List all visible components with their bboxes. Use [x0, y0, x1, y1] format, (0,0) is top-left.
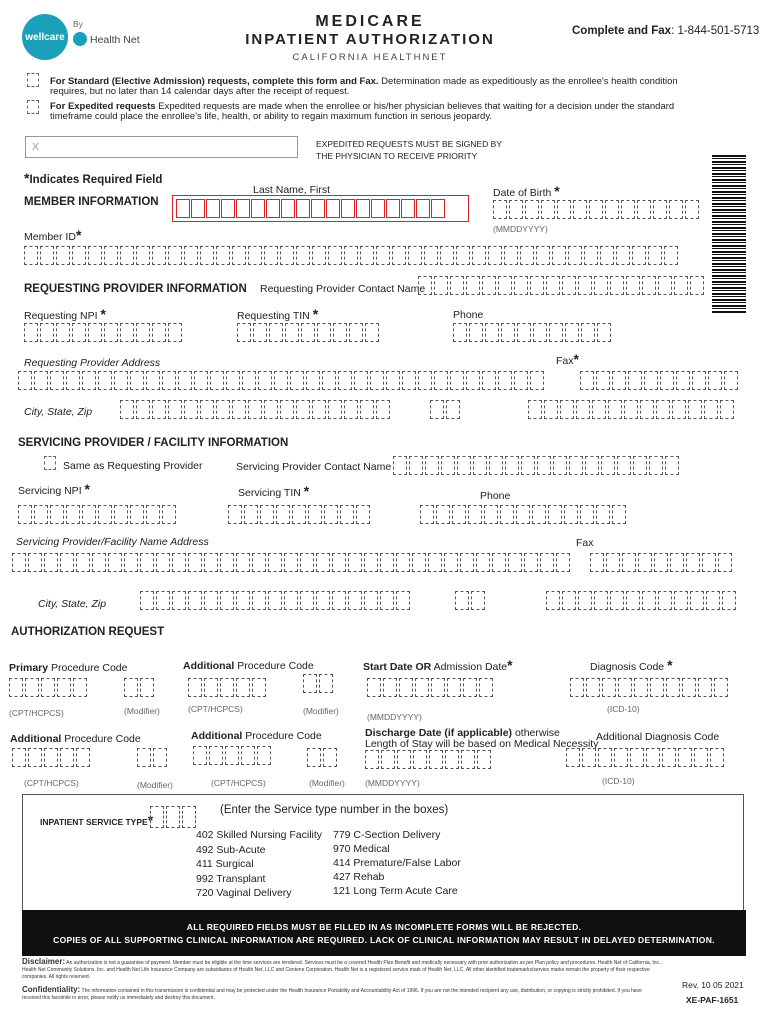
additional-modifier-field-1[interactable]	[303, 674, 333, 693]
servicing-fax-field[interactable]	[590, 553, 732, 572]
requesting-contact-label: Requesting Provider Contact Name	[260, 283, 426, 295]
servicing-city-field[interactable]	[140, 591, 410, 610]
title-line2: INPATIENT AUTHORIZATION	[245, 31, 495, 48]
requesting-state-field[interactable]	[430, 400, 460, 419]
servicing-npi-field[interactable]	[18, 505, 176, 524]
service-option: 402 Skilled Nursing Facility	[196, 829, 323, 841]
service-type-label: INPATIENT SERVICE TYPE*	[40, 812, 154, 828]
servicing-state-field[interactable]	[455, 591, 485, 610]
requesting-city-field[interactable]	[120, 400, 390, 419]
additional-modifier-field-2[interactable]	[137, 748, 167, 767]
fax-header: Complete and Fax: 1-844-501-5713	[572, 25, 760, 37]
modifier-caption-3: (Modifier)	[137, 780, 173, 790]
modifier-caption-2: (Modifier)	[303, 706, 339, 716]
wellcare-logo: wellcare	[22, 14, 68, 60]
service-option: 414 Premature/False Labor	[333, 857, 461, 869]
requesting-address-field[interactable]	[18, 371, 544, 390]
servicing-address-label: Servicing Provider/Facility Name Address	[16, 536, 209, 548]
member-section-title: MEMBER INFORMATION	[24, 196, 159, 208]
requesting-section-title: REQUESTING PROVIDER INFORMATION	[24, 283, 247, 295]
service-option: 411 Surgical	[196, 858, 254, 870]
standard-checkbox[interactable]	[27, 73, 39, 87]
healthnet-logo: Health Net	[90, 34, 140, 46]
logo-by: By	[73, 19, 83, 29]
additional-code-label-2: Additional Procedure Code	[10, 733, 141, 745]
dob-label: Date of Birth *	[493, 183, 560, 199]
additional-diagnosis-label: Additional Diagnosis Code	[596, 731, 720, 743]
additional-code-label-1: Additional Procedure Code	[183, 660, 314, 672]
additional-code-field-3[interactable]	[193, 746, 271, 765]
additional-diagnosis-field[interactable]	[566, 748, 724, 767]
discharge-date-format: (MMDDYYYY)	[365, 778, 420, 788]
icd-caption-1: (ICD-10)	[607, 704, 640, 714]
expedited-checkbox[interactable]	[27, 100, 39, 114]
service-type-instructions: (Enter the Service type number in the boxes)	[220, 804, 449, 816]
requesting-contact-field[interactable]	[418, 276, 704, 295]
requesting-fax-field[interactable]	[580, 371, 738, 390]
servicing-zip-field[interactable]	[546, 591, 736, 610]
servicing-section-title: SERVICING PROVIDER / FACILITY INFORMATION	[18, 437, 289, 449]
servicing-fax-label: Fax	[576, 537, 594, 549]
subtitle: CALIFORNIA HEALTHNET	[292, 52, 448, 63]
expedited-text: For Expedited requests Expedited requests are made when the enrollee or his/her physician believes that waiting for a decision under the standard timeframe could place the enrollee's life, health, or ability to regain maximum function in serious jeopardy.	[50, 101, 675, 122]
primary-code-label: Primary Procedure Code	[9, 662, 128, 674]
service-option: 427 Rehab	[333, 871, 385, 883]
service-type-list-1	[196, 828, 322, 901]
start-date-field[interactable]	[367, 678, 493, 697]
same-as-requesting-checkbox[interactable]	[44, 456, 56, 470]
signature-field[interactable]: X	[25, 136, 298, 158]
start-date-label: Start Date OR Admission Date*	[363, 657, 513, 673]
last-name-label: Last Name, First	[253, 184, 331, 196]
requesting-address-label: Requesting Provider Address	[24, 357, 161, 369]
confidentiality: Confidentiality: The information contained in this transmission is confidential and may be protected under the Health Insurance Portability and Accountability Act of 1996. If you are not the intended recipient any use, distribution, or copying is strictly prohibited. If you have received this facsimile in error, please notify us immediately and destroy this document.	[22, 985, 642, 1001]
additional-code-field-2[interactable]	[12, 748, 90, 767]
modifier-caption-4: (Modifier)	[309, 778, 345, 788]
start-date-format: (MMDDYYYY)	[367, 712, 422, 722]
requesting-npi-label: Requesting NPI *	[24, 306, 106, 322]
required-note: *Indicates Required Field	[24, 170, 163, 186]
service-type-list-2	[333, 828, 461, 898]
requesting-zip-field[interactable]	[528, 400, 734, 419]
servicing-contact-label: Servicing Provider Contact Name	[236, 461, 392, 473]
requesting-phone-label: Phone	[453, 309, 484, 321]
servicing-city-label: City, State, Zip	[38, 598, 107, 610]
servicing-npi-label: Servicing NPI *	[18, 481, 90, 497]
servicing-tin-field[interactable]	[228, 505, 370, 524]
revision-date: Rev. 10 05 2021	[682, 980, 744, 990]
dob-format: (MMDDYYYY)	[493, 224, 548, 234]
member-id-label: Member ID*	[24, 227, 82, 243]
title-line1: MEDICARE	[315, 13, 425, 30]
service-option: 779 C-Section Delivery	[333, 829, 441, 841]
requesting-tin-field[interactable]	[237, 323, 379, 342]
cpt-caption-3: (CPT/HCPCS)	[24, 778, 79, 788]
primary-code-field[interactable]	[9, 678, 87, 697]
servicing-phone-label: Phone	[480, 490, 511, 502]
primary-modifier-field[interactable]	[124, 678, 154, 697]
same-as-requesting-label: Same as Requesting Provider	[63, 460, 203, 472]
cpt-caption-1: (CPT/HCPCS)	[9, 708, 64, 718]
standard-text: For Standard (Elective Admission) requests, complete this form and Fax. Determination made as expeditiously as the enrollee's health condition requires, but no later than 14 calendar days after the receipt of request.	[50, 76, 678, 97]
requesting-phone-field[interactable]	[453, 323, 611, 342]
last-name-field[interactable]	[172, 195, 469, 222]
requesting-fax-label: Fax*	[556, 351, 579, 367]
additional-modifier-field-3[interactable]	[307, 748, 337, 767]
requesting-tin-label: Requesting TIN *	[237, 306, 319, 322]
barcode	[712, 155, 746, 313]
dob-field[interactable]	[493, 200, 699, 219]
additional-code-label-3: Additional Procedure Code	[191, 730, 322, 742]
member-id-field[interactable]	[24, 246, 678, 265]
requesting-npi-field[interactable]	[24, 323, 182, 342]
service-option: 992 Transplant	[196, 872, 266, 885]
service-option: 720 Vaginal Delivery	[196, 887, 292, 899]
diagnosis-label: Diagnosis Code *	[590, 657, 673, 673]
servicing-contact-field[interactable]	[393, 456, 679, 475]
requesting-city-label: City, State, Zip	[24, 406, 93, 418]
cpt-caption-4: (CPT/HCPCS)	[211, 778, 266, 788]
service-type-field[interactable]	[150, 806, 196, 828]
additional-code-field-1[interactable]	[188, 678, 266, 697]
servicing-address-field[interactable]	[12, 553, 570, 572]
servicing-phone-field[interactable]	[420, 505, 626, 524]
icd-caption-2: (ICD-10)	[602, 776, 635, 786]
disclaimer: Disclaimer: An authorization is not a guarantee of payment. Member must be eligible at the time services are rendered. Services must be a covered Health Plan Benefit and medically necessary with prior authorization as per Plan policy and procedures. Health Net of California, Inc., Health Net Community Solutions, Inc. and Health Net Life Insurance Company are subsidiaries of Health Net, LLC and Centene Corporation. Health Net is a registered service mark of Health Net, LLC. All other identified trademarks/service marks remain the property of their respective companies. All rights reserved.	[22, 957, 662, 980]
service-option: 121 Long Term Acute Care	[333, 885, 458, 897]
service-option: 492 Sub-Acute	[196, 843, 266, 856]
service-option: 970 Medical	[333, 843, 390, 855]
healthnet-logo-icon	[73, 32, 87, 46]
warning-banner: ALL REQUIRED FIELDS MUST BE FILLED IN AS INCOMPLETE FORMS WILL BE REJECTED. COPIES OF ALL SUPPORTING CLINICAL INFORMATION ARE REQUIRED. LACK OF CLINICAL INFORMATION MAY RESULT IN DELAYED DETERMINATION.	[22, 910, 746, 956]
servicing-tin-label: Servicing TIN *	[238, 483, 310, 499]
diagnosis-field[interactable]	[570, 678, 728, 697]
discharge-date-field[interactable]	[365, 750, 491, 769]
form-code: XE-PAF-1651	[686, 995, 739, 1005]
auth-section-title: AUTHORIZATION REQUEST	[11, 626, 165, 638]
discharge-label: Discharge Date (if applicable) otherwise Length of Stay will be based on Medical Necessity	[365, 727, 599, 750]
signature-note: EXPEDITED REQUESTS MUST BE SIGNED BY THE PHYSICIAN TO RECEIVE PRIORITY	[316, 139, 502, 161]
modifier-caption-1: (Modifier)	[124, 706, 160, 716]
cpt-caption-2: (CPT/HCPCS)	[188, 704, 243, 714]
